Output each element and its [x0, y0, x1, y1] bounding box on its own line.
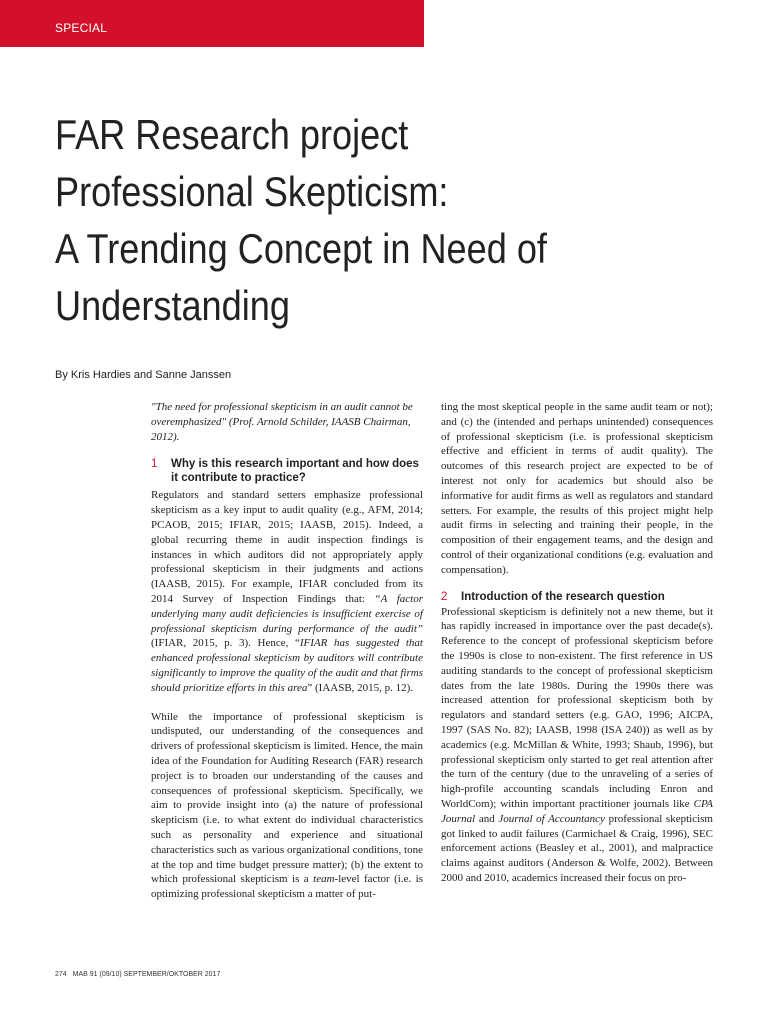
title-line-2: Professional Skepticism:: [55, 168, 449, 215]
paragraph-1-part-b: (IFIAR, 2015, p. 3). Hence, “: [151, 637, 300, 650]
paragraph-4: [441, 605, 713, 886]
article-title: [55, 106, 640, 334]
paragraph-2: [151, 710, 423, 902]
byline: By Kris Hardies and Sanne Janssen: [55, 369, 232, 381]
section-heading-2: [441, 590, 713, 604]
section-number-2: 2: [441, 590, 448, 603]
left-column: [151, 400, 423, 902]
paragraph-1-part-c: ” (IAASB, 2015, p. 12).: [307, 681, 414, 694]
journal-issue: MAB 91 (09/10) SEPTEMBER/OKTOBER 2017: [72, 971, 221, 978]
paragraph-1: [151, 488, 423, 695]
paragraph-2-emphasis: team: [313, 873, 335, 886]
paragraph-2-part-a: While the importance of professional skepticism is undisputed, our understanding of the consequences and drivers of professional skepticism is limited. Hence, the main idea of the Foundation for Auditing Research (FAR) research project is to broaden our understanding of the causes and consequences of professional skepticism. Specifically, we aim to provide insight into (a) the nature of professional skepticism (i.e. to what extent do individual characteristics such as personality and experience and situational characteristics such as various organizational conditions, tone at the top and time budget pressure matter); (b) the extent to which professional skepticism is a: [151, 710, 423, 886]
section-number-1: 1: [151, 458, 158, 471]
section-tag: [0, 0, 424, 47]
title-line-4: Understanding: [55, 282, 290, 329]
page-footer: [55, 971, 220, 978]
paragraph-1-citation-1: “A factor underlying many audit deficiencies is insufficient exercise of professional skepticism during performance of the audit”: [151, 592, 423, 635]
opening-quote: "The need for professional skepticism in an audit cannot be overemphasized" (Prof. Arnold Schilder, IAASB Chairman, 2012).: [151, 401, 413, 443]
section-heading-1: [151, 457, 423, 485]
paragraph-4-part-b: and: [475, 812, 499, 825]
paragraph-2-part-b: -level factor (i.e. is optimizing professional skepticism a matter of put-: [151, 873, 423, 901]
section-tag-label: SPECIAL: [55, 21, 108, 35]
section-heading-1-text: Why is this research important and how does it contribute to practice?: [171, 458, 419, 485]
title-line-3: A Trending Concept in Need of: [55, 225, 547, 272]
journal-name-cpa: CPA Journal: [441, 797, 713, 825]
title-line-1: FAR Research project: [55, 111, 409, 158]
paragraph-1-part-a: Regulators and standard setters emphasize professional skepticism as a key input to audit quality (e.g., AFM, 2014; PCAOB, 2015; IFIAR, 2015; IAASB, 2015). Indeed, a global recurring theme in audit inspection findings is instances in which auditors did not appropriately apply professional skepticism in their judgments and actions (IAASB, 2015). For example, IFIAR concluded from its 2014 Survey of Inspection Findings that:: [151, 489, 423, 605]
paragraph-1-citation-2: IFIAR has suggested that enhanced professional skepticism by auditors will contribute significantly to improve the quality of the audit and that firms should prioritize efforts in this area: [151, 637, 423, 694]
section-heading-2-text: Introduction of the research question: [461, 590, 665, 603]
paragraph-4-part-c: professional skepticism got linked to audit failures (Carmichael & Craig, 1996), SEC enforcement actions (Beasley et al., 2001), and malpractice claims against auditors (Anderson & Wolfe, 2002). Between 2000 and 2010, academics increased their focus on pro-: [441, 812, 713, 884]
journal-name-accountancy: Journal of Accountancy: [498, 812, 605, 825]
paragraph-3: ting the most skeptical people in the same audit team or not); and (c) the (intended and perhaps unintended) consequences of professional skepticism (i.e. is professional skepticism effective and efficient in terms of audit quality). The outcomes of this research project are expected to be of interest not only for academics but should also be informative for audit firms as well as regulators and standard setters. For example, the results of this project might help audit firms in selecting and training their people, in the composition of their engagement teams, and the design and control of their organizational conditions (e.g. evaluation and compensation).: [441, 401, 713, 576]
right-column: [441, 400, 713, 886]
page-number: 274: [55, 971, 67, 978]
paragraph-4-part-a: Professional skepticism is definitely not a new theme, but it has rapidly increased in importance over the past decade(s). Reference to the concept of professional skepticism before the 1990s is close to non-existent. The first reference in US auditing standards to the concept of professional skepticism dates from the late 1980s. During the 1990s there was increased attention for professional skepticism both by regulators and standard setters (e.g. GAO, 1996; AICPA, 1997 (SAS No. 82); IAASB, 1998 (ISA 240)) as well as by academics (e.g. McMillan & White, 1993; Shaub, 1996), but professional skepticism only started to get real attention after the turn of the century (due to the unraveling of a series of high-profile accounting scandals including Enron and WorldCom); within important practitioner journals like: [441, 605, 713, 810]
